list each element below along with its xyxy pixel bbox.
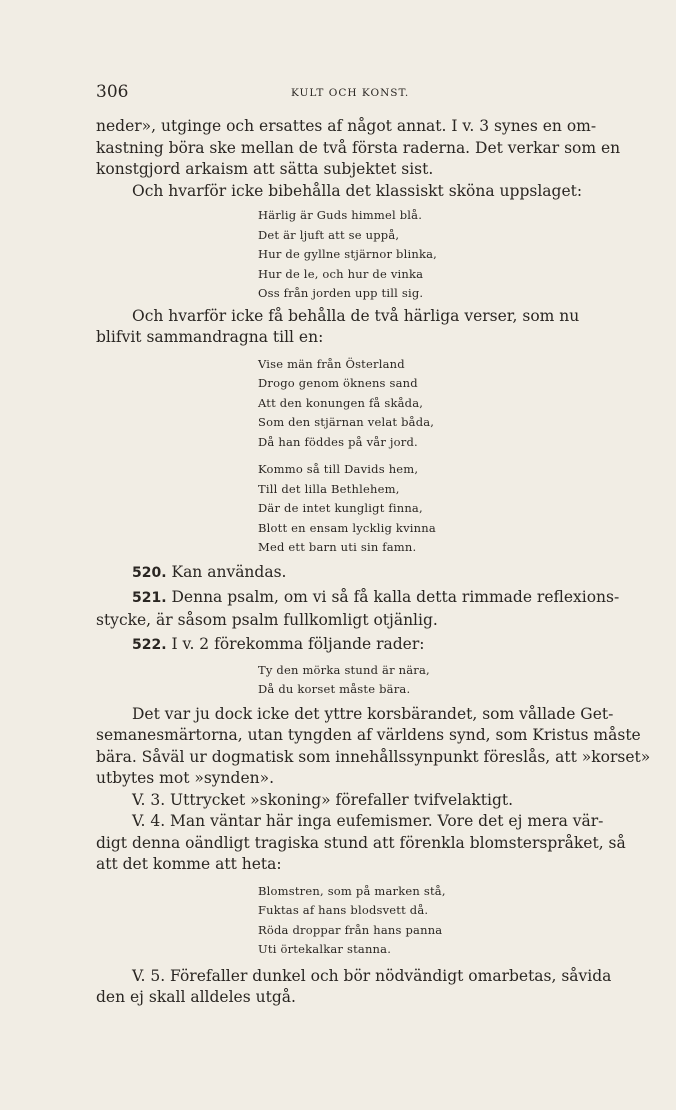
text-line: att det komme att heta: [96, 855, 282, 873]
verse-line: Hur de gyllne stjärnor blinka, [258, 247, 438, 261]
text-line: Det var ju dock icke det yttre korsbärandet, som vållade Get- [132, 704, 614, 723]
paragraph-10 [96, 966, 618, 1009]
text-line: V. 4. Man väntar här inga eufemismer. Vore det ej mera vär- [132, 812, 604, 830]
page-number: 306 [96, 82, 129, 102]
verse-line: Blott en ensam lycklig kvinna [258, 520, 436, 535]
verse-line: Vise män från Österland [258, 356, 405, 371]
paragraph-9 [96, 811, 626, 876]
text-line: semanesmärtorna, utan tyngden af världens synd, som Kristus måste [96, 726, 641, 744]
verse-line: Hur de le, och hur de vinka [258, 266, 424, 281]
verse-line: Att den konungen få skåda, [258, 395, 424, 410]
verse-line: Kommo så till Davids hem, [258, 462, 419, 476]
text-line: neder», utginge och ersattes af något annat. I v. 3 synes en om- [96, 117, 597, 135]
text-line: V. 3. Uttrycket »skoning» förefaller tvifvelaktigt. [132, 790, 514, 809]
text-line: blifvit sammandragna till en: [96, 328, 324, 346]
item-text: Denna psalm, om vi så få kalla detta rimmade reflexions- [171, 588, 620, 606]
paragraph-3 [96, 306, 618, 349]
verse-line: Då du korset måste bära. [258, 682, 411, 696]
item-text: I v. 2 förekomma följande rader: [171, 635, 425, 653]
paragraph-522 [96, 634, 618, 657]
verse-block-2 [258, 355, 618, 453]
text-line: V. 5. Förefaller dunkel och bör nödvändigt omarbetas, såvida [132, 966, 612, 985]
verse-line: Oss från jorden upp till sig. [258, 286, 424, 300]
verse-block-4 [258, 661, 618, 700]
verse-line: Ty den mörka stund är nära, [258, 662, 430, 677]
verse-block-5 [258, 882, 618, 960]
item-number: 522. [132, 637, 167, 653]
body-text [96, 116, 651, 1009]
text-line: Och hvarför icke få behålla de två härliga verser, som nu [132, 306, 580, 325]
paragraph-8 [96, 790, 618, 812]
item-text: Kan användas. [171, 562, 287, 581]
verse-line: Det är ljuft att se uppå, [258, 227, 400, 242]
verse-line: Blomstren, som på marken stå, [258, 883, 446, 898]
verse-block-1 [258, 206, 618, 304]
verse-line: Då han föddes på vår jord. [258, 434, 418, 449]
page-header [96, 82, 616, 104]
paragraph-520 [96, 562, 618, 585]
verse-line: Fuktas af hans blodsvett då. [258, 903, 429, 917]
paragraph-1 [96, 116, 621, 181]
item-number: 521. [132, 590, 167, 606]
verse-line: Uti örtekalkar stanna. [258, 942, 392, 956]
verse-line: Med ett barn uti sin famn. [258, 540, 417, 554]
text-line: utbytes mot »synden». [96, 769, 275, 787]
paragraph-7 [96, 704, 651, 790]
text-line: bära. Såväl ur dogmatisk som innehållssynpunkt föreslås, att »korset» [96, 747, 651, 766]
text-line: Och hvarför icke bibehålla det klassiskt sköna uppslaget: [132, 181, 583, 200]
paragraph-521 [96, 587, 618, 631]
verse-line: Drogo genom öknens sand [258, 376, 418, 390]
verse-line: Härlig är Guds himmel blå. [258, 208, 423, 222]
text-line: konstgjord arkaism att sätta subjektet sist. [96, 160, 434, 178]
paragraph-2 [96, 181, 618, 203]
running-head: KULT OCH KONST. [291, 87, 410, 99]
verse-line: Röda droppar från hans panna [258, 922, 443, 937]
text-line: digt denna oändligt tragiska stund att förenkla blomsterspråket, så [96, 833, 626, 852]
verse-line: Som den stjärnan velat båda, [258, 415, 435, 429]
text-line: den ej skall alldeles utgå. [96, 988, 296, 1006]
verse-block-3 [258, 460, 618, 558]
verse-line: Till det lilla Bethlehem, [258, 481, 400, 496]
text-line: kastning böra ske mellan de två första raderna. Det verkar som en [96, 138, 621, 157]
item-number: 520. [132, 564, 167, 581]
text-line [96, 587, 618, 610]
verse-line: Där de intet kungligt finna, [258, 501, 423, 515]
text-line: stycke, är såsom psalm fullkomligt otjänlig. [96, 610, 438, 629]
